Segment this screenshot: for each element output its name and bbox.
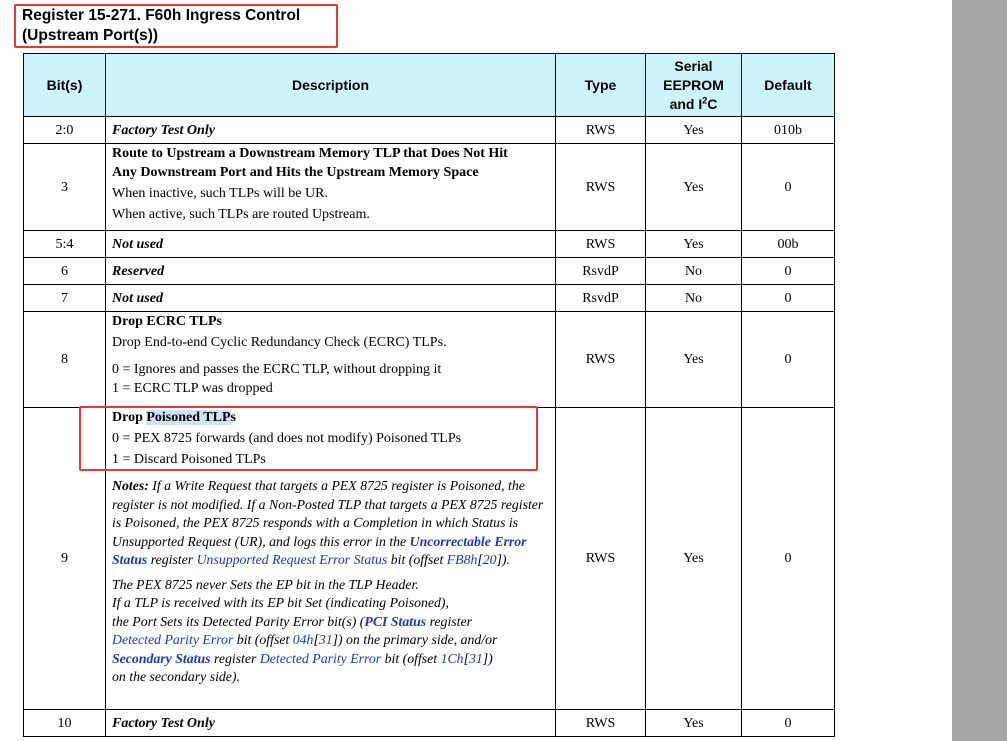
- pci-status-link[interactable]: PCI Status: [364, 613, 427, 629]
- description-cell: Factory Test Only: [106, 117, 556, 144]
- table-row: [24, 231, 835, 258]
- type-cell: RWS: [556, 231, 646, 258]
- header-default: Default: [742, 54, 835, 117]
- header-description: Description: [106, 54, 556, 117]
- table-row: [24, 312, 835, 408]
- type-cell: RsvdP: [556, 285, 646, 312]
- bits-cell: 2:0: [24, 117, 106, 144]
- offset-1ch-link[interactable]: 1Ch: [440, 650, 464, 666]
- type-cell: RWS: [556, 117, 646, 144]
- type-cell: RWS: [556, 312, 646, 408]
- register-title: [22, 6, 342, 46]
- header-eeprom: Serial EEPROM and $I^2C$: [646, 54, 742, 117]
- table-row: [24, 144, 835, 231]
- bits-cell: 3: [24, 144, 106, 231]
- bit-31-link-2[interactable]: 31: [468, 650, 483, 666]
- header-type: Type: [556, 54, 646, 117]
- type-cell: RWS: [556, 408, 646, 710]
- poisoned-tlps-highlight-box: [79, 406, 538, 471]
- bits-cell: 8: [24, 312, 106, 408]
- description-cell: Not used: [106, 231, 556, 258]
- eeprom-cell: Yes: [646, 408, 742, 710]
- default-cell: 0: [742, 710, 835, 737]
- bits-cell: 6: [24, 258, 106, 285]
- type-cell: RWS: [556, 710, 646, 737]
- eeprom-cell: Yes: [646, 144, 742, 231]
- detected-parity-error-link[interactable]: Detected Parity Error: [112, 632, 234, 647]
- eeprom-cell: No: [646, 285, 742, 312]
- default-cell: 00b: [742, 231, 835, 258]
- eeprom-cell: Yes: [646, 117, 742, 144]
- table-header-row: [24, 54, 835, 117]
- title-line-2: (Upstream Port(s)): [22, 27, 159, 44]
- default-cell: 0: [742, 312, 835, 408]
- register-table: [23, 53, 835, 737]
- detected-parity-error-link-2[interactable]: Detected Parity Error: [259, 650, 382, 666]
- eeprom-cell: Yes: [646, 710, 742, 737]
- table-row: [24, 285, 835, 312]
- secondary-status-link[interactable]: Secondary Status: [112, 650, 211, 666]
- type-cell: RsvdP: [556, 258, 646, 285]
- eeprom-cell: Yes: [646, 231, 742, 258]
- bits-cell: 9: [24, 408, 106, 710]
- default-cell: 0: [742, 144, 835, 231]
- description-cell: Route to Upstream a Downstream Memory TLP that Does Not Hit Any Downstream Port and Hits the Upstream Memory Space When inactive, such TLPs will be UR. When active, such TLPs are routed Upstream.: [106, 144, 556, 231]
- notes-paragraph-2: The PEX 8725 never Sets the EP bit in the TLP Header. If a TLP is received with its EP bit Set (indicating Poisoned), the Port Sets its Detected Parity Error bit(s) (PCI Status register Detected Parity Error bit (offset 04h[31]) on the primary side, and/or Secondary Status register Detected Parity Error bit (offset 1Ch[31]) on the secondary side).: [112, 576, 498, 684]
- title-line-1: Register 15-271. F60h Ingress Control: [22, 7, 301, 24]
- default-cell: 0: [742, 258, 835, 285]
- eeprom-cell: Yes: [646, 312, 742, 408]
- description-cell: Drop ECRC TLPs Drop End-to-end Cyclic Redundancy Check (ECRC) TLPs. 0 = Ignores and passes the ECRC TLP, without dropping it 1 = ECRC TLP was dropped: [106, 312, 556, 408]
- description-cell: Reserved: [106, 258, 556, 285]
- highlighted-text: Poisoned TLP: [146, 410, 231, 425]
- type-cell: RWS: [556, 144, 646, 231]
- bits-cell: 5:4: [24, 231, 106, 258]
- default-cell: 0: [742, 285, 835, 312]
- table-row: [24, 258, 835, 285]
- bits-cell: 7: [24, 285, 106, 312]
- table-row: [24, 710, 835, 737]
- default-cell: 010b: [742, 117, 835, 144]
- notes-paragraph: Notes: If a Write Request that targets a PEX 8725 register is Poisoned, the register is not modified. If a Non-Posted TLP that targets a PEX 8725 register is Poisoned, the PEX 8725 responds with a Completion in which Status is Unsupported Request (UR), and logs this error in the Uncorrectable Error Status register Unsupported Request Error Status bit (offset FB8h[20]).: [112, 478, 544, 567]
- description-cell: Factory Test Only: [106, 710, 556, 737]
- eeprom-cell: No: [646, 258, 742, 285]
- unsupported-request-error-status-link[interactable]: Unsupported Request Error Status: [196, 552, 388, 567]
- bits-cell: 10: [24, 710, 106, 737]
- bit-20-link[interactable]: 20: [482, 552, 497, 567]
- offset-04h-link[interactable]: 04h: [292, 632, 314, 647]
- header-bits: Bit(s): [24, 54, 106, 117]
- scrollbar[interactable]: [952, 0, 1007, 741]
- bit-31-link[interactable]: 31: [318, 632, 333, 647]
- offset-fb8h-link[interactable]: FB8h: [446, 552, 478, 567]
- description-cell: Not used: [106, 285, 556, 312]
- table-row: [24, 117, 835, 144]
- default-cell: 0: [742, 408, 835, 710]
- uncorrectable-error-status-link[interactable]: Uncorrectable Error Status: [112, 533, 527, 567]
- description-cell: Drop Poisoned TLPs 0 = PEX 8725 forwards (and does not modify) Poisoned TLPs 1 = Discard Poisoned TLPs Notes: If a Write Request that targets a PEX 8725 register is Poisoned, the register is not modified. If a Non-Posted TLP that targets a PEX 8725 register is Poisoned, the PEX 8725 responds with a Completion in which Status is Unsupported Request (UR), and logs this error in the Uncorrectable Error Status register Unsupported Request Error Status bit (offset FB8h[20]). The PEX 8725 never Sets the EP bit in the TLP Header. If a TLP is received with its EP bit Set (indicating Poisoned), the Port Sets its Detected Parity Error bit(s) (PCI Status register Detected Parity Error bit (offset 04h[31]) on the primary side, and/or Secondary Status register Detected Parity Error bit (offset 1Ch[31]) on the secondary side).: [106, 408, 556, 710]
